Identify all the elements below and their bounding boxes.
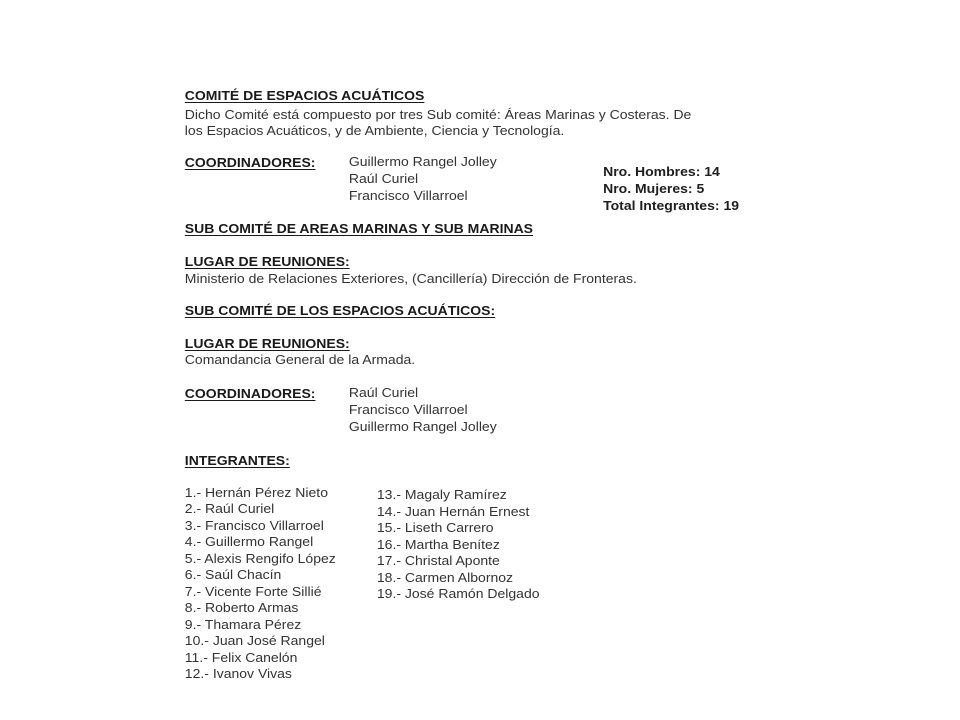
list-item: 17.- Christal Aponte <box>376 554 500 568</box>
coordinador-name: Raúl Curiel <box>348 386 419 400</box>
coordinador-name: Francisco Villarroel <box>348 403 468 417</box>
stat-value: 5 <box>696 182 705 196</box>
list-item: 1.- Hernán Pérez Nieto <box>184 486 328 500</box>
stat-hombres <box>603 164 739 181</box>
sub-comite-areas-marinas-title: SUB COMITÉ DE AREAS MARINAS Y SUB MARINAS <box>184 222 534 236</box>
integrantes-list-column-1 <box>185 485 336 682</box>
list-item: 2.- Raúl Curiel <box>184 502 275 517</box>
list-item: 9.- Thamara Pérez <box>184 617 302 632</box>
list-item: 19.- José Ramón Delgado <box>376 587 540 601</box>
lugar-reuniones-text: Ministerio de Relaciones Exteriores, (Cancillería) Dirección de Fronteras. <box>184 272 637 286</box>
list-item: 6.- Saúl Chacín <box>184 568 282 583</box>
list-item: 5.- Alexis Rengifo López <box>184 551 336 566</box>
list-item: 3.- Francisco Villarroel <box>184 518 324 533</box>
coordinador-name: Guillermo Rangel Jolley <box>348 155 497 169</box>
description-line: Dicho Comité está compuesto por tres Sub comité: Áreas Marinas y Costeras. De <box>184 108 692 122</box>
coordinadores-names <box>349 385 497 436</box>
list-item: 16.- Martha Benítez <box>376 537 500 552</box>
list-item: 11.- Felix Canelón <box>184 650 298 665</box>
coordinadores-label: COORDINADORES: <box>184 387 316 401</box>
lugar-reuniones-label: LUGAR DE REUNIONES: <box>184 337 350 351</box>
coordinador-name: Raúl Curiel <box>348 172 419 186</box>
stat-label: Nro. Hombres: <box>603 165 701 179</box>
stat-label: Nro. Mujeres: <box>603 182 693 196</box>
description-line: los Espacios Acuáticos, y de Ambiente, Ciencia y Tecnología. <box>184 124 565 138</box>
list-item: 13.- Magaly Ramírez <box>376 488 507 502</box>
list-item: 4.- Guillermo Rangel <box>184 535 314 550</box>
lugar-reuniones-text: Comandancia General de la Armada. <box>184 353 416 367</box>
stat-value: 14 <box>704 165 720 179</box>
stat-total <box>603 198 739 215</box>
lugar-reuniones-label: LUGAR DE REUNIONES: <box>184 255 350 269</box>
stat-mujeres <box>603 181 739 198</box>
integrantes-list-column-2 <box>377 487 540 603</box>
member-stats <box>603 164 739 215</box>
coordinador-name: Guillermo Rangel Jolley <box>348 420 497 434</box>
stat-value: 19 <box>723 199 740 213</box>
list-item: 15.- Liseth Carrero <box>376 521 494 535</box>
list-item: 8.- Roberto Armas <box>184 601 299 616</box>
coordinador-name: Francisco Villarroel <box>348 189 468 203</box>
comite-description <box>185 107 692 139</box>
list-item: 10.- Juan José Rangel <box>184 634 325 649</box>
stat-label: Total Integrantes: <box>603 199 720 213</box>
list-item: 12.- Ivanov Vivas <box>184 666 292 681</box>
coordinadores-names <box>349 154 497 205</box>
coordinadores-label: COORDINADORES: <box>184 156 316 170</box>
integrantes-label: INTEGRANTES: <box>184 454 290 468</box>
list-item: 18.- Carmen Albornoz <box>376 570 514 585</box>
sub-comite-espacios-title: SUB COMITÉ DE LOS ESPACIOS ACUÁTICOS: <box>184 304 496 318</box>
list-item: 14.- Juan Hernán Ernest <box>376 504 530 519</box>
list-item: 7.- Vicente Forte Sillié <box>184 584 322 599</box>
comite-title: COMITÉ DE ESPACIOS ACUÁTICOS <box>184 89 425 103</box>
